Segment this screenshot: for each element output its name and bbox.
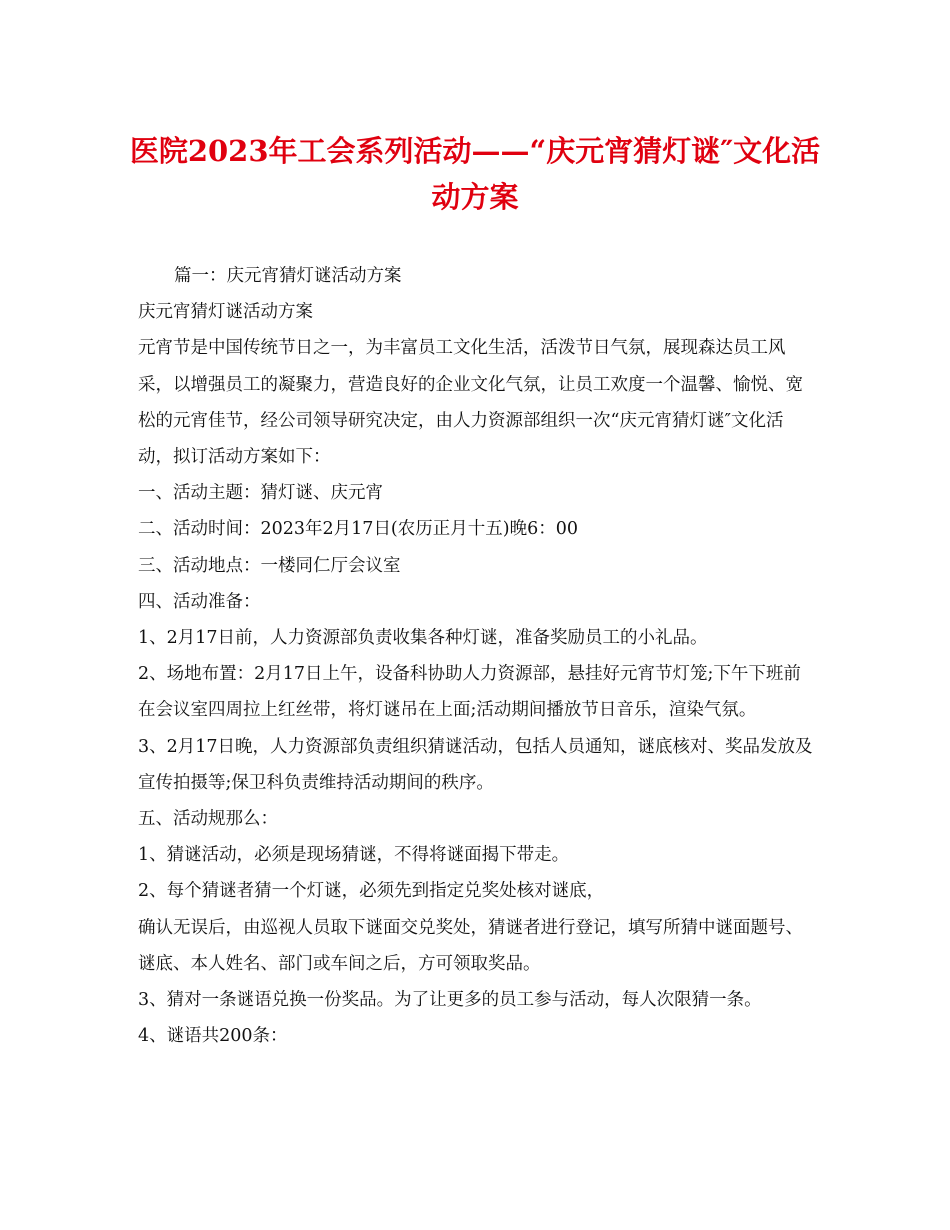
item-rules: 五、活动规那么：: [138, 809, 278, 830]
rule-1: 1、猜谜活动，必须是现场猜谜，不得将谜面揭下带走。: [138, 845, 570, 866]
item-location: 三、活动地点：一楼同仁厅会议室: [138, 555, 401, 576]
subtitle: 庆元宵猜灯谜活动方案: [138, 302, 313, 323]
item-time: 二、活动时间：2023年2月17日(农历正月十五)晚6：00: [138, 519, 578, 540]
rule-4: 4、谜语共200条：: [138, 1026, 288, 1047]
section-heading: 篇一：庆元宵猜灯谜活动方案: [174, 266, 402, 286]
item-preparation: 四、活动准备：: [138, 591, 261, 612]
preparation-3: 3、2月17日晚，人力资源部负责组织猜谜活动，包括人员通知，谜底核对、奖品发放及宣传拍摄等;保卫科负责维持活动期间的秩序。: [138, 736, 813, 793]
preparation-2: 2、场地布置：2月17日上午，设备科协助人力资源部，悬挂好元宵节灯笼;下午下班前在会议室四周拉上红丝带，将灯谜吊在上面;活动期间播放节日音乐，渲染气氛。: [138, 664, 801, 721]
rule-2: 2、每个猜谜者猜一个灯谜，必须先到指定兑奖处核对谜底，: [138, 881, 605, 902]
preparation-1: 1、2月17日前，人力资源部负责收集各种灯谜，准备奖励员工的小礼品。: [138, 628, 708, 649]
item-theme: 一、活动主题：猜灯谜、庆元宵: [138, 483, 383, 504]
document-title: 医院2023年工会系列活动——“庆元宵猜灯谜″文化活动方案: [129, 134, 821, 214]
document-body: [138, 258, 818, 1054]
rule-2-continued: 确认无误后，由巡视人员取下谜面交兑奖处，猜谜者进行登记，填写所猜中谜面题号、谜底、本人姓名、部门或车间之后，方可领取奖品。: [138, 917, 803, 974]
rule-3: 3、猜对一条谜语兑换一份奖品。为了让更多的员工参与活动，每人次限猜一条。: [138, 990, 762, 1011]
intro-paragraph: 元宵节是中国传统节日之一，为丰富员工文化生活，活泼节日气氛，展现森达员工风采，以增强员工的凝聚力，营造良好的企业文化气氛，让员工欢度一个温馨、愉悦、宽松的元宵佳节，经公司领导研究决定，由人力资源部组织一次“庆元宵猜灯谜″文化活动，拟订活动方案如下：: [138, 338, 803, 468]
